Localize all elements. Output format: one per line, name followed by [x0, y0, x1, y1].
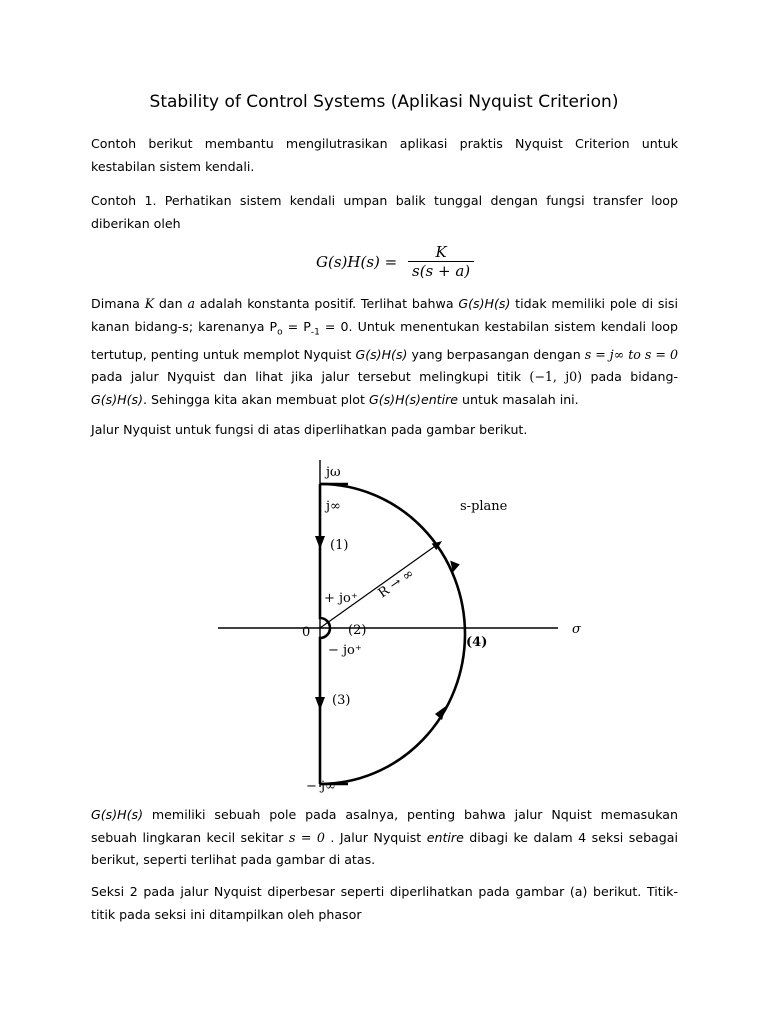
- minus-jo-label: − jo⁺: [328, 643, 362, 658]
- equation-numerator: K: [408, 243, 474, 262]
- figure-intro-paragraph: Jalur Nyquist untuk fungsi di atas diperlihatkan pada gambar berikut.: [91, 422, 528, 437]
- nyquist-path-figure: [210, 452, 590, 797]
- equation-lhs: G(s)H(s) =: [316, 252, 398, 271]
- equation-fraction: [408, 243, 474, 280]
- constants-paragraph: Dimana K dan a adalah konstanta positif. Terlihat bahwa G(s)H(s) tidak memiliki pole di sisi kanan bidang-s; karenanya $P_o = P_{-1} = 0$. Untuk menentukan kestabilan sistem kendali loop tertutup, penting untuk memplot Nyquist G(s)H(s) yang berpasangan dengan s = j∞ to s = 0 pada jalur Nyquist dan lihat jika jalur tersebut melingkupi titik (−1, j0) pada bidang- G(s)H(s). Sehingga kita akan membuat plot G(s)H(s)entire untuk masalah ini.: [91, 296, 679, 407]
- section-3-label: (3): [332, 693, 351, 708]
- arrow-down-section-3: [315, 697, 325, 710]
- section-4-label: (4): [466, 635, 488, 650]
- nyquist-path-axis-segment: [320, 484, 330, 784]
- page-title: Stability of Control Systems (Aplikasi Nyquist Criterion): [149, 92, 619, 112]
- example-1-paragraph: Contoh 1. Perhatikan sistem kendali umpan balik tunggal dengan fungsi transfer loop diberikan oleh: [91, 193, 678, 231]
- section-2-paragraph: Seksi 2 pada jalur Nyquist diperbesar seperti diperlihatkan pada gambar (a) berikut. Titik-titik pada seksi ini ditampilkan oleh phasor: [91, 884, 678, 922]
- negative-j-infinity-label: − j∞: [306, 779, 336, 794]
- radius-label: R → ∞: [375, 566, 417, 602]
- section-1-label: (1): [330, 538, 349, 553]
- equation-denominator: s(s + a): [412, 262, 471, 280]
- j-infinity-label: j∞: [326, 499, 341, 514]
- frequency-range-formula: s = j∞ to s = 0: [584, 346, 678, 362]
- jw-axis-label: jω: [326, 465, 341, 480]
- s-plane-label: s-plane: [460, 499, 508, 514]
- plus-jo-label: + jo⁺: [324, 591, 358, 606]
- transfer-function-equation: [0, 243, 768, 285]
- sigma-axis-label: σ: [572, 622, 581, 637]
- intro-paragraph: Contoh berikut membantu mengilutrasikan aplikasi praktis Nyquist Criterion untuk kestabilan sistem kendali.: [91, 136, 678, 174]
- origin-label: 0: [302, 625, 311, 640]
- s-equals-zero-formula: s = 0: [288, 829, 325, 845]
- nyquist-path-arc: [320, 484, 465, 784]
- arrow-down-section-1: [315, 536, 325, 549]
- critical-point-formula: (−1, j0): [529, 369, 583, 385]
- pole-origin-paragraph: G(s)H(s) memiliki sebuah pole pada asalnya, penting bahwa jalur Nquist memasukan sebuah lingkaran kecil sekitar s = 0 . Jalur Nyquist entire dibagi ke dalam 4 seksi sebagai berikut, seperti terlihat pada gambar di atas.: [91, 807, 678, 867]
- section-2-label: (2): [348, 623, 367, 638]
